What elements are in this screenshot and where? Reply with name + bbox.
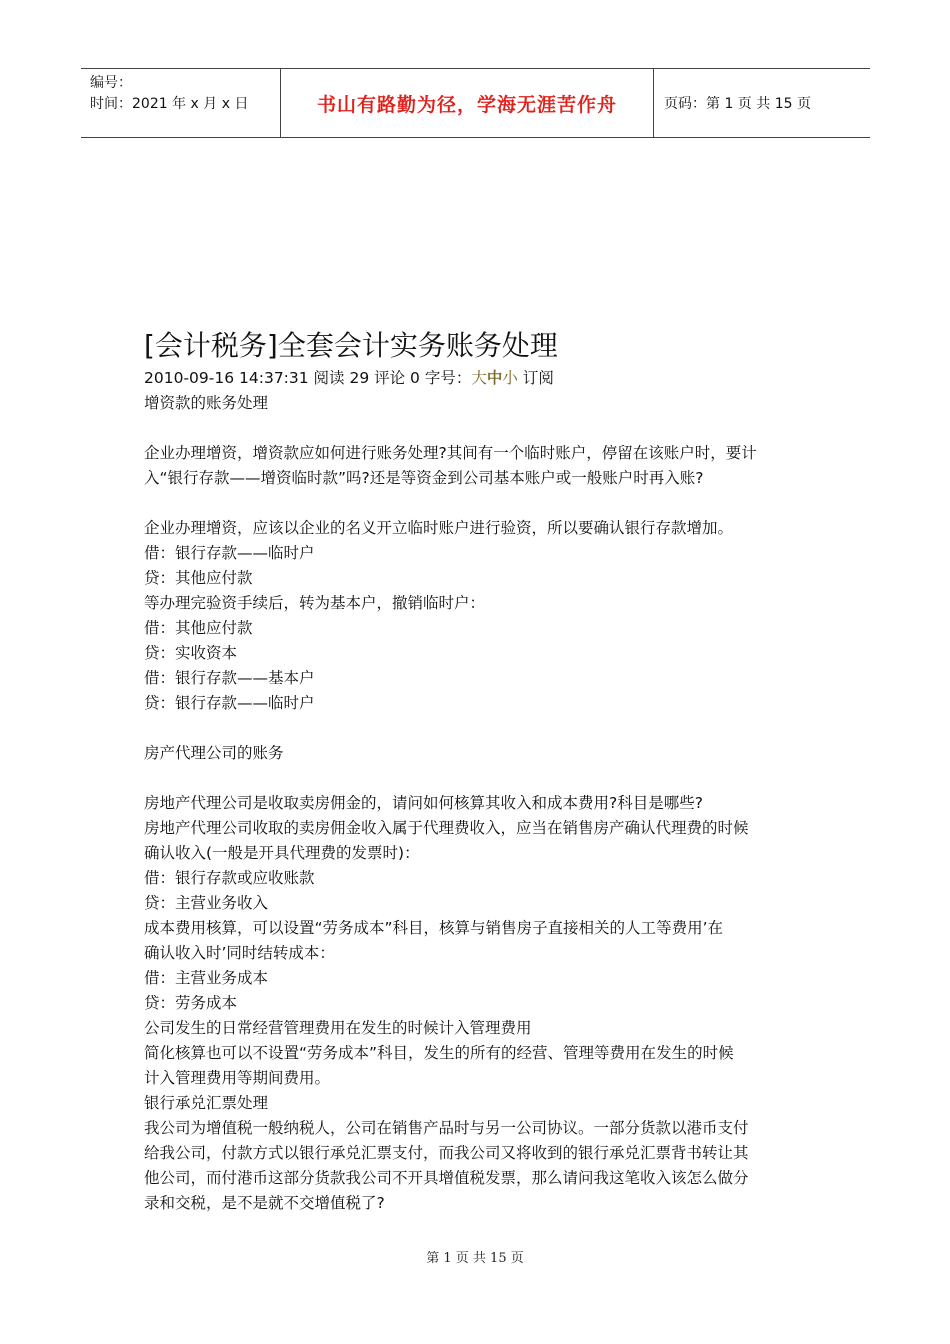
font-size-large-link[interactable]: 大 [471, 369, 487, 387]
body-line: 房产代理公司的账务 [144, 744, 284, 762]
body-line: 借：其他应付款 [144, 619, 253, 637]
blank-line [144, 416, 824, 441]
body-line: 银行承兑汇票处理 [144, 1094, 269, 1112]
body-line: 企业办理增资，应该以企业的名义开立临时账户进行验资，所以要确认银行存款增加。 [144, 519, 734, 537]
body-line: 借：银行存款——临时户 [144, 544, 315, 562]
body-line: 给我公司，付款方式以银行承兑汇票支付，而我公司又将收到的银行承兑汇票背书转让其 [144, 1144, 749, 1162]
header-info-cell [81, 69, 281, 137]
body-line: 贷：银行存款——临时户 [144, 694, 315, 712]
article [144, 326, 824, 1216]
body-line: 借：银行存款——基本户 [144, 669, 315, 687]
header-page-info: 页码：第 1 页 共 15 页 [664, 96, 811, 112]
body-line: 他公司，而付港币这部分货款我公司不开具增值税发票，那么请问我这笔收入该怎么做分 [144, 1169, 749, 1187]
font-size-small-link[interactable]: 小 [502, 369, 518, 387]
body-line: 录和交税，是不是就不交增值税了? [144, 1194, 385, 1212]
body-line: 我公司为增值税一般纳税人，公司在销售产品时与另一公司协议。一部分货款以港币支付 [144, 1119, 749, 1137]
body-line: 贷：实收资本 [144, 644, 238, 662]
blank-line [144, 491, 824, 516]
font-size-medium-link[interactable]: 中 [486, 369, 503, 387]
article-meta [144, 366, 824, 391]
body-line: 等办理完验资手续后，转为基本户，撤销临时户： [144, 594, 486, 612]
blank-line [144, 766, 824, 791]
number-label: 编号： [90, 75, 132, 91]
body-line: 计入管理费用等期间费用。 [144, 1069, 331, 1087]
body-line: 贷：其他应付款 [144, 569, 253, 587]
subscribe-link[interactable]: 订阅 [522, 369, 554, 387]
body-line: 企业办理增资，增资款应如何进行账务处理?其间有一个临时账户，停留在该账户时，要计 [144, 444, 757, 462]
blank-line [144, 716, 824, 741]
motto: 书山有路勤为径，学海无涯苦作舟 [281, 69, 654, 137]
body-line: 借：银行存款或应收账款 [144, 869, 315, 887]
article-body [144, 391, 824, 1216]
body-line: 成本费用核算，可以设置“劳务成本”科目，核算与销售房子直接相关的人工等费用’在 [144, 919, 723, 937]
page-footer: 第 1 页 共 15 页 [426, 1251, 524, 1266]
body-line: 公司发生的日常经营管理费用在发生的时候计入管理费用 [144, 1019, 532, 1037]
article-meta-info: 2010-09-16 14:37:31 阅读 29 评论 0 字号： [144, 369, 472, 387]
body-line: 确认收入(一般是开具代理费的发票时)： [144, 844, 420, 862]
body-line: 简化核算也可以不设置“劳务成本”科目，发生的所有的经营、管理等费用在发生的时候 [144, 1044, 734, 1062]
time-label: 时间：2021 年 x 月 x 日 [90, 96, 249, 112]
document-header [81, 68, 870, 138]
body-line: 贷：劳务成本 [144, 994, 238, 1012]
body-line: 入“银行存款——增资临时款”吗?还是等资金到公司基本账户或一般账户时再入账? [144, 469, 704, 487]
article-title: [会计税务]全套会计实务账务处理 [144, 329, 558, 362]
body-line: 增资款的账务处理 [144, 394, 269, 412]
body-line: 房地产代理公司收取的卖房佣金收入属于代理费收入，应当在销售房产确认代理费的时候 [144, 819, 749, 837]
body-line: 借：主营业务成本 [144, 969, 269, 987]
body-line: 确认收入时’同时结转成本： [144, 944, 335, 962]
body-line: 贷：主营业务收入 [144, 894, 269, 912]
body-line: 房地产代理公司是收取卖房佣金的，请问如何核算其收入和成本费用?科目是哪些? [144, 794, 703, 812]
